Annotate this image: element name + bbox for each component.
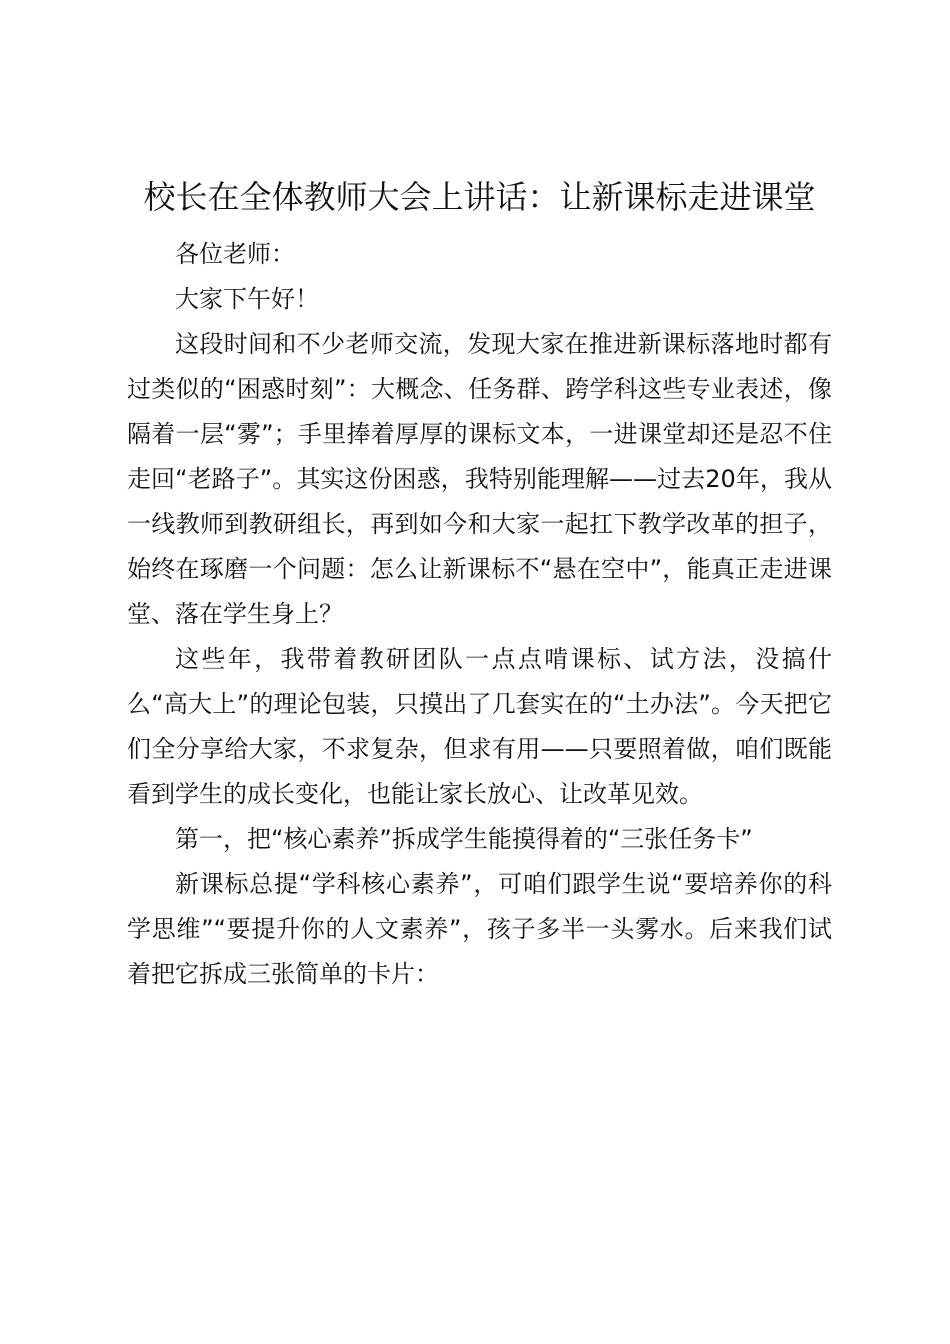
body-paragraph: 这些年，我带着教研团队一点点啃课标、试方法，没搞什么“高大上”的理论包装，只摸出了几套实在的“土办法”。今天把它们全分享给大家，不求复杂，但求有用——只要照着做，咱们既能看到学生的成长变化，也能让家长放心、让改革见效。	[127, 645, 832, 808]
section-heading-paragraph: 第一，把“核心素养”拆成学生能摸得着的“三张任务卡”	[175, 825, 753, 853]
body-paragraph: 这段时间和不少老师交流，发现大家在推进新课标落地时都有过类似的“困惑时刻”：大概念、任务群、跨学科这些专业表述，像隔着一层“雾”；手里捧着厚厚的课标文本，一进课堂却还是忍不住走回“老路子”。其实这份困惑，我特别能理解——过去20年，我从一线教师到教研组长，再到如今和大家一起扛下教学改革的担子，始终在琢磨一个问题：怎么让新课标不“悬在空中”，能真正走进课堂、落在学生身上？	[127, 330, 832, 628]
document-content	[127, 170, 832, 997]
greeting-paragraph: 大家下午好！	[175, 285, 319, 313]
salutation-paragraph: 各位老师：	[175, 240, 295, 268]
document-title: 校长在全体教师大会上讲话：让新课标走进课堂	[143, 178, 816, 216]
body-paragraph: 新课标总提“学科核心素养”，可咱们跟学生说“要培养你的科学思维”“要提升你的人文素养”，孩子多半一头雾水。后来我们试着把它拆成三张简单的卡片：	[127, 870, 832, 988]
document-body	[127, 232, 832, 997]
